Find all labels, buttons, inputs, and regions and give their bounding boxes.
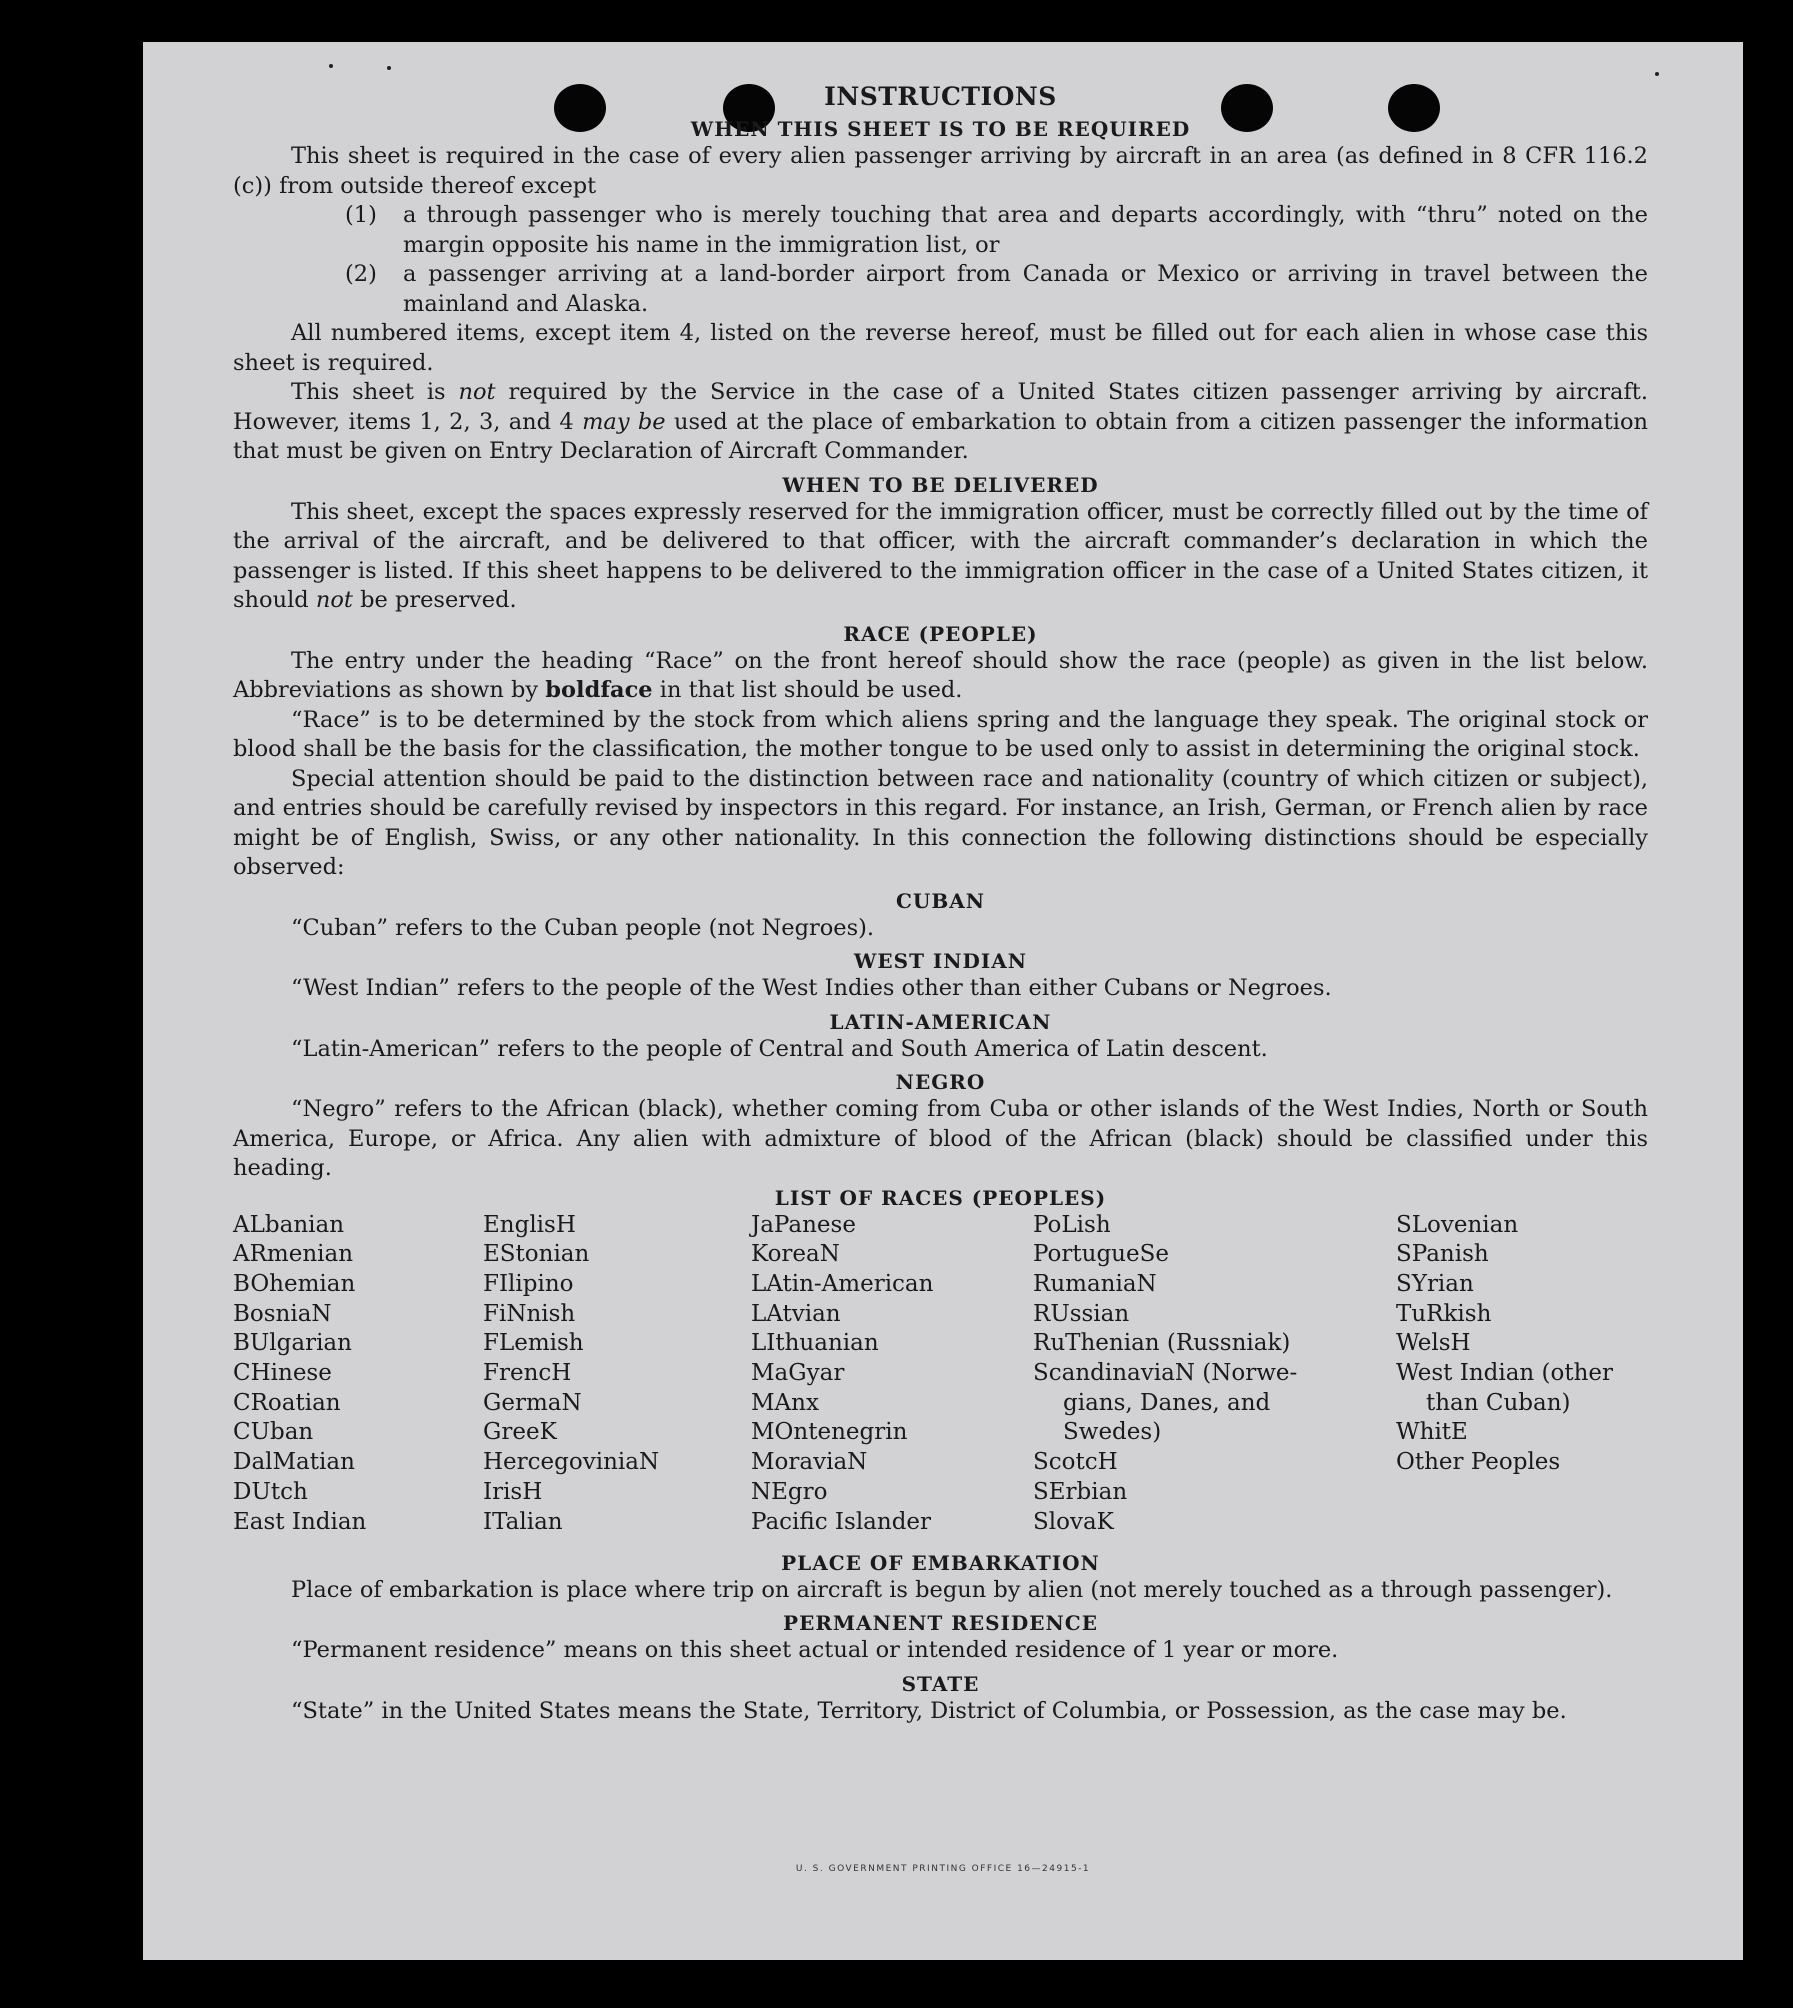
race-entry: ScotcH (1033, 1449, 1118, 1476)
text-run: This sheet, except the spaces expressly reserved for the immigration officer, must be correctly filled out by the time of the arrival of the aircraft, and be delivered to that officer, with the aircraft commander’s declaration in which the passenger is listed. If this sheet happens to be delivered to the immigration officer in the case of a United States citizen, it should (233, 498, 1648, 613)
embarkation-text: Place of embarkation is place where trip on aircraft is begun by alien (not merely touched as a through passenger). (291, 1576, 1613, 1603)
race-entry: PortugueSe (1033, 1241, 1169, 1268)
speck (387, 66, 391, 70)
race-entry: SErbian (1033, 1478, 1128, 1505)
race-entry: RuThenian (Russniak) (1033, 1330, 1291, 1357)
section-heading-list-of-races: LIST OF RACES (PEOPLES) (774, 1185, 1107, 1210)
race-list (233, 1211, 1648, 1545)
race-entry: DalMatian (233, 1449, 355, 1476)
latin-american-text: “Latin-American” refers to the people of Central and South America of Latin descent. (291, 1035, 1268, 1062)
delivered-paragraph (233, 498, 1648, 616)
state-text: “State” in the United States means the State, Territory, District of Columbia, or Possession, as the case may be. (291, 1697, 1567, 1724)
emphasis-may-be: may be (582, 408, 666, 435)
text-run: The entry under the heading “Race” on the front hereof should show the race (people) as given in the list below. Abbreviations as shown by (233, 647, 1648, 703)
race-entry: SPanish (1396, 1241, 1489, 1268)
race-entry: ARmenian (233, 1241, 354, 1268)
race-entry: MAnx (751, 1389, 819, 1416)
race-column-1 (233, 1211, 366, 1538)
race-entry: CRoatian (233, 1389, 341, 1416)
section-heading-race: RACE (PEOPLE) (843, 621, 1038, 646)
emphasis-not: not (315, 587, 353, 613)
race-entry: Pacific Islander (751, 1508, 932, 1535)
race-entry: SYrian (1396, 1270, 1474, 1297)
race-entry: TuRkish (1396, 1300, 1492, 1327)
race-entry-continued: Swedes) (1063, 1419, 1162, 1446)
race-paragraph-2: “Race” is to be determined by the stock from which aliens spring and the language they speak. The original stock or blood shall be the basis for the classification, the mother tongue to be used only to assist in determining the original stock. (233, 706, 1648, 762)
race-entry: MOntenegrin (751, 1419, 908, 1446)
section-heading-latin-american: LATIN-AMERICAN (829, 1009, 1052, 1034)
exception-number: (2) (345, 261, 377, 287)
residence-text: “Permanent residence” means on this sheet actual or intended residence of 1 year or more. (291, 1637, 1339, 1663)
race-column-5 (1396, 1211, 1613, 1478)
race-entry: IrisH (483, 1478, 543, 1505)
race-entry-continued: gians, Danes, and (1063, 1389, 1271, 1416)
race-entry: SLovenian (1396, 1211, 1519, 1238)
race-entry: RUssian (1033, 1300, 1130, 1327)
race-paragraph-1 (233, 647, 1648, 706)
speck (329, 64, 333, 68)
text-run: be preserved. (352, 587, 517, 613)
race-entry: RumaniaN (1033, 1270, 1157, 1297)
race-entry: FiNnish (483, 1300, 576, 1327)
instructions-content (233, 82, 1648, 1726)
race-entry: GermaN (483, 1389, 582, 1416)
race-entry: SlovaK (1033, 1508, 1114, 1535)
race-entry: JaPanese (751, 1211, 856, 1238)
race-entry: BOhemian (233, 1270, 356, 1297)
race-entry-continued: than Cuban) (1426, 1389, 1571, 1416)
negro-text: “Negro” refers to the African (black), whether coming from Cuba or other islands of the West Indies, North or South America, Europe, or Africa. Any alien with admixture of blood of the African (black) should be classified under this heading. (233, 1096, 1648, 1181)
text-run: This sheet is (291, 379, 459, 405)
race-column-3 (751, 1211, 933, 1538)
exception-text: a passenger arriving at a land-border airport from Canada or Mexico or arriving in travel between the mainland and Alaska. (403, 261, 1648, 317)
race-entry: West Indian (other (1396, 1360, 1614, 1387)
race-entry: NEgro (751, 1478, 828, 1505)
section-heading-negro: NEGRO (895, 1070, 986, 1094)
section-heading-embarkation: PLACE OF EMBARKATION (781, 1550, 1100, 1575)
race-entry: EStonian (483, 1241, 590, 1268)
citizen-paragraph (233, 378, 1648, 467)
race-paragraph-3: Special attention should be paid to the distinction between race and nationality (country of which citizen or subject), and entries should be carefully revised by inspectors in this regard. For instance, an Irish, German, or French alien by race might be of English, Swiss, or any other nationality. In this connection the following distinctions should be especially observed: (233, 765, 1648, 880)
race-entry: CUban (233, 1419, 314, 1446)
exception-item-1 (233, 201, 1648, 260)
race-entry: KoreaN (751, 1241, 840, 1268)
emphasis-boldface: boldface (545, 677, 653, 703)
race-entry: ScandinaviaN (Norwe- (1033, 1360, 1298, 1387)
race-entry: WelsH (1396, 1330, 1471, 1357)
race-entry: BUlgarian (233, 1330, 352, 1357)
race-entry: Other Peoples (1396, 1449, 1561, 1476)
race-entry: EnglisH (483, 1211, 576, 1238)
race-entry: FIlipino (483, 1270, 574, 1297)
cuban-text: “Cuban” refers to the Cuban people (not Negroes). (291, 914, 875, 941)
west-indian-text: “West Indian” refers to the people of the West Indies other than either Cubans or Negroes. (291, 975, 1332, 1001)
race-entry: LIthuanian (751, 1330, 879, 1357)
race-entry: LAtin-American (751, 1270, 934, 1297)
race-entry: DUtch (233, 1478, 308, 1505)
race-entry: CHinese (233, 1360, 332, 1387)
race-entry: LAtvian (751, 1300, 841, 1327)
race-column-4 (1033, 1211, 1297, 1538)
numbered-items-paragraph: All numbered items, except item 4, listed on the reverse hereof, must be filled out for each alien in whose case this sheet is required. (233, 320, 1648, 376)
section-heading-state: STATE (901, 1671, 980, 1696)
race-entry: BosniaN (233, 1300, 332, 1327)
race-entry: MaGyar (751, 1360, 845, 1387)
required-intro: This sheet is required in the case of every alien passenger arriving by aircraft in an area (as defined in 8 CFR 116.2 (c)) from outside thereof except (233, 143, 1648, 199)
text-run: in that list should be used. (652, 677, 963, 703)
race-entry: WhitE (1396, 1419, 1468, 1446)
text-run: used at the place of embarkation to obtain from a citizen passenger the information that must be given on Entry Declaration of Aircraft Commander. (233, 408, 1648, 464)
race-entry: ALbanian (233, 1211, 345, 1238)
race-column-2 (483, 1211, 659, 1538)
section-heading-required: WHEN THIS SHEET IS TO BE REQUIRED (690, 117, 1191, 141)
section-heading-cuban: CUBAN (895, 888, 986, 913)
emphasis-not: not (458, 379, 496, 405)
section-heading-residence: PERMANENT RESIDENCE (783, 1611, 1098, 1635)
race-entry: ITalian (483, 1508, 563, 1535)
speck (1655, 72, 1659, 76)
race-entry: FrencH (483, 1360, 572, 1387)
race-entry: HercegoviniaN (483, 1449, 660, 1476)
race-entry: GreeK (483, 1419, 557, 1446)
race-entry: PoLish (1033, 1211, 1111, 1238)
exception-number: (1) (345, 202, 377, 228)
exception-text: a through passenger who is merely touching that area and departs accordingly, with “thru” noted on the margin opposite his name in the immigration list, or (403, 202, 1648, 258)
printing-office-footer: U. S. GOVERNMENT PRINTING OFFICE 16—24915-1 (795, 1864, 1091, 1874)
document-sheet (143, 42, 1743, 1960)
race-entry: MoraviaN (751, 1449, 868, 1476)
section-heading-delivered: WHEN TO BE DELIVERED (782, 472, 1099, 497)
text-run: required by the Service in the case of a United States citizen passenger arriving by aircraft. However, items 1, 2, 3, and 4 (233, 379, 1648, 435)
page-title: INSTRUCTIONS (824, 82, 1057, 111)
race-entry: FLemish (483, 1330, 584, 1357)
exception-item-2 (233, 260, 1648, 319)
section-heading-west-indian: WEST INDIAN (853, 949, 1028, 973)
race-entry: East Indian (233, 1508, 367, 1535)
